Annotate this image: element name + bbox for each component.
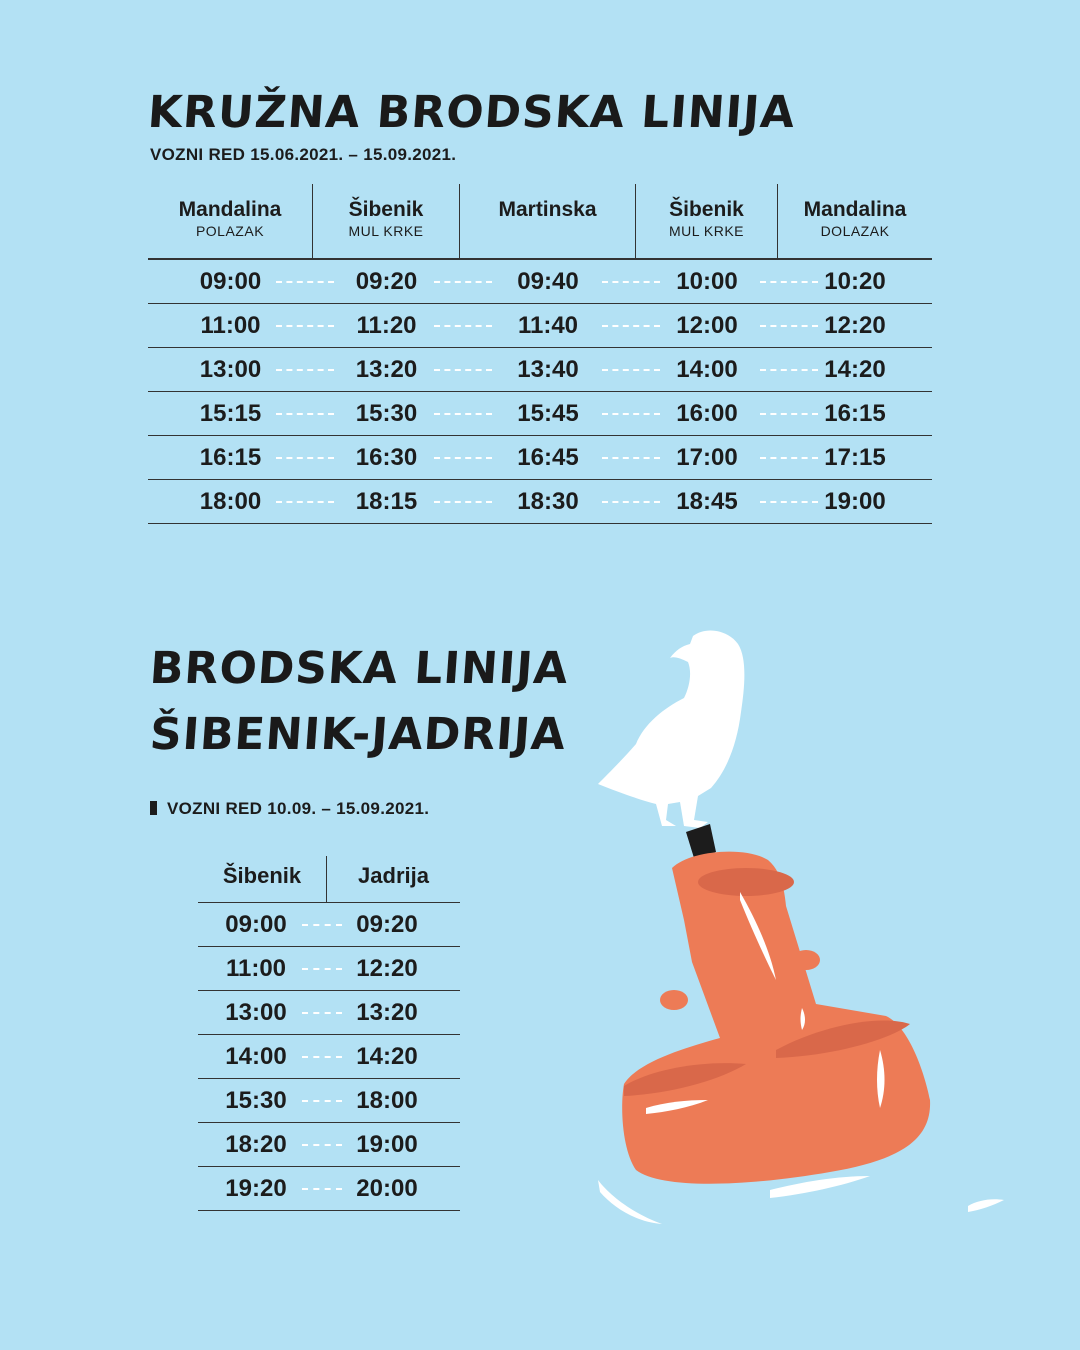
table-row	[148, 392, 932, 436]
time-cell: 09:20	[356, 910, 418, 938]
time-cell: 10:20	[824, 267, 886, 295]
dash-connector	[276, 457, 334, 459]
time-cell: 17:15	[824, 443, 886, 471]
time-cell: 18:30	[517, 487, 579, 515]
timetable-circular	[148, 184, 932, 524]
time-cell: 15:15	[199, 399, 262, 427]
table-row	[198, 1035, 460, 1079]
column-header	[636, 184, 778, 258]
dash-connector	[276, 501, 334, 503]
time-cell: 20:00	[356, 1174, 418, 1202]
table-row	[148, 348, 932, 392]
dash-connector	[434, 413, 492, 415]
time-cell: 13:00	[199, 355, 262, 383]
time-cell: 14:20	[356, 1042, 418, 1070]
schedule-dates-text: VOZNI RED 10.09. – 15.09.2021.	[167, 799, 430, 818]
table-row	[148, 260, 932, 304]
dash-connector	[276, 413, 334, 415]
time-cell: 09:00	[225, 910, 287, 938]
time-cell: 09:40	[517, 267, 579, 295]
table-row	[198, 947, 460, 991]
column-header-name: Šibenik	[198, 856, 327, 902]
column-header-name: Martinska	[498, 198, 597, 221]
table-row	[148, 304, 932, 348]
time-cell: 19:00	[824, 487, 886, 515]
timetable-header	[148, 184, 932, 260]
dash-connector	[602, 501, 660, 503]
column-header-sub: MUL KRKE	[348, 223, 424, 239]
time-cell: 19:20	[225, 1174, 287, 1202]
table-row	[148, 480, 932, 524]
table-row	[198, 1079, 460, 1123]
dash-connector	[602, 413, 660, 415]
column-header-name: Jadrija	[358, 863, 429, 888]
dash-connector	[434, 369, 492, 371]
time-cell: 16:15	[824, 399, 886, 427]
column-header	[313, 184, 460, 258]
time-cell: 16:00	[676, 399, 738, 427]
column-header-sub: POLAZAK	[195, 223, 265, 239]
buoy-icon	[622, 852, 930, 1184]
time-cell: 14:00	[676, 355, 738, 383]
time-cell: 15:30	[355, 399, 418, 427]
dash-connector	[434, 325, 492, 327]
time-cell: 18:00	[199, 487, 262, 515]
dash-connector	[276, 369, 334, 371]
time-cell: 10:00	[676, 267, 738, 295]
schedule-dates-circular: VOZNI RED 15.06.2021. – 15.09.2021.	[150, 145, 457, 164]
time-cell: 09:20	[355, 267, 418, 295]
time-cell: 12:00	[676, 311, 738, 339]
time-cell: 19:00	[356, 1130, 418, 1158]
time-cell: 18:15	[355, 487, 418, 515]
dash-connector	[276, 281, 334, 283]
column-header-name: Mandalina	[803, 198, 907, 221]
time-cell: 09:00	[199, 267, 262, 295]
time-cell: 18:45	[676, 487, 738, 515]
dash-connector	[602, 325, 660, 327]
buoy-illustration	[580, 620, 1020, 1240]
time-cell: 18:20	[225, 1130, 287, 1158]
time-cell: 11:20	[356, 311, 417, 339]
time-cell: 12:20	[356, 954, 418, 982]
timetable-header	[198, 856, 460, 903]
dash-connector	[302, 924, 342, 926]
bullet-marker-icon	[150, 801, 157, 815]
column-header-name: Šibenik	[669, 198, 744, 221]
time-cell: 13:20	[356, 998, 418, 1026]
dash-connector	[302, 1056, 342, 1058]
column-header-name: Šibenik	[348, 198, 424, 221]
time-cell: 11:40	[517, 311, 579, 339]
time-cell: 16:30	[355, 443, 418, 471]
time-cell: 14:00	[225, 1042, 287, 1070]
time-cell: 11:00	[225, 954, 287, 982]
dash-connector	[602, 369, 660, 371]
dash-connector	[760, 457, 818, 459]
time-cell: 16:15	[199, 443, 262, 471]
route-title-circular: KRUŽNA BRODSKA LINIJA	[146, 87, 798, 138]
seagull-icon	[598, 630, 744, 828]
column-header-name: Mandalina	[178, 198, 282, 221]
table-row	[198, 991, 460, 1035]
time-cell: 13:20	[355, 355, 418, 383]
table-row	[198, 1123, 460, 1167]
dash-connector	[302, 968, 342, 970]
time-cell: 11:00	[200, 311, 261, 339]
dash-connector	[302, 1100, 342, 1102]
table-row	[198, 903, 460, 947]
column-header-sub: MUL KRKE	[668, 223, 745, 239]
dash-connector	[302, 1012, 342, 1014]
column-header-sub: DOLAZAK	[820, 223, 890, 239]
time-cell: 12:20	[824, 311, 886, 339]
table-row	[198, 1167, 460, 1211]
route-title-jadrija-line1: BRODSKA LINIJA	[148, 643, 571, 694]
schedule-dates-jadrija	[150, 799, 429, 819]
water-waves	[598, 1176, 1004, 1224]
time-cell: 14:20	[824, 355, 886, 383]
dash-connector	[760, 501, 818, 503]
time-cell: 13:40	[517, 355, 579, 383]
dash-connector	[760, 325, 818, 327]
dash-connector	[302, 1144, 342, 1146]
column-header	[148, 184, 313, 258]
table-row	[148, 436, 932, 480]
dash-connector	[760, 369, 818, 371]
time-cell: 17:00	[676, 443, 738, 471]
dash-connector	[434, 281, 492, 283]
dash-connector	[302, 1188, 342, 1190]
timetable-jadrija	[198, 856, 460, 1211]
dash-connector	[434, 501, 492, 503]
dash-connector	[434, 457, 492, 459]
dash-connector	[760, 413, 818, 415]
time-cell: 15:45	[517, 399, 579, 427]
column-header	[778, 184, 932, 258]
time-cell: 13:00	[225, 998, 287, 1026]
route-title-jadrija-line2: ŠIBENIK-JADRIJA	[148, 709, 568, 760]
time-cell: 16:45	[517, 443, 579, 471]
time-cell: 15:30	[225, 1086, 287, 1114]
dash-connector	[276, 325, 334, 327]
column-header	[460, 184, 636, 258]
dash-connector	[602, 457, 660, 459]
dash-connector	[760, 281, 818, 283]
time-cell: 18:00	[356, 1086, 418, 1114]
dash-connector	[602, 281, 660, 283]
